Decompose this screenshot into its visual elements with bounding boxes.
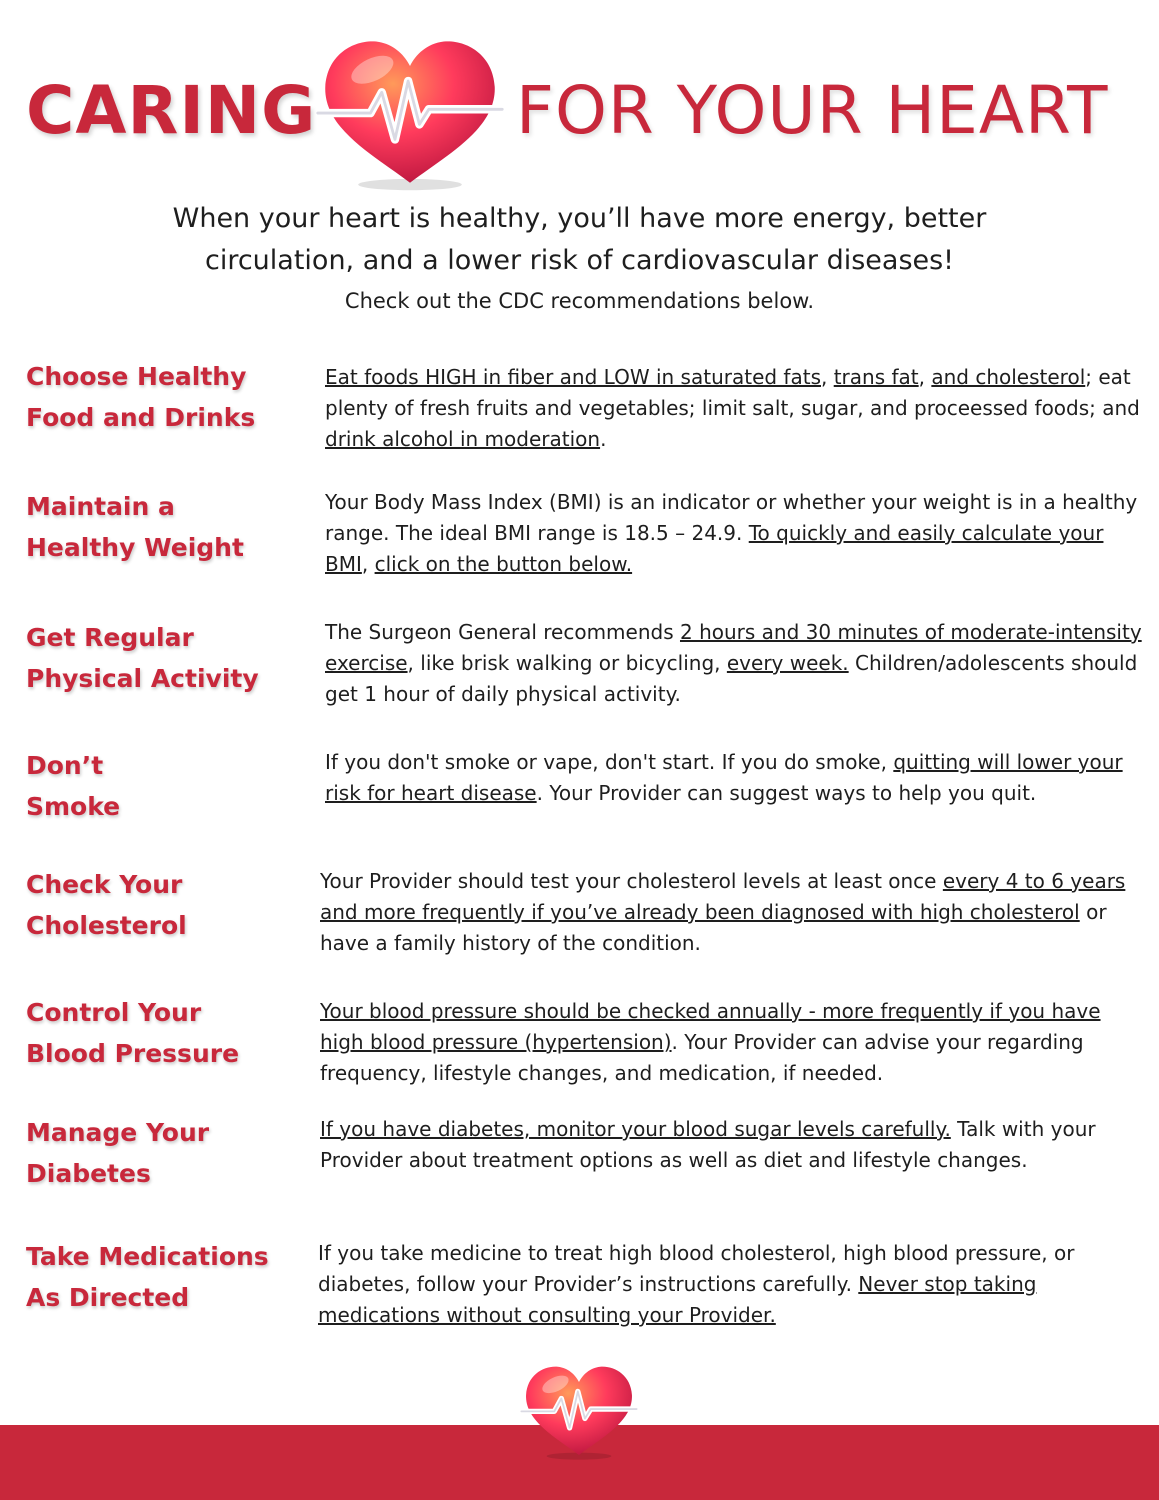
title-row <box>0 30 1159 200</box>
recommendation-text: , like brisk walking or bicycling, <box>407 651 727 675</box>
recommendation-body <box>320 996 1140 1089</box>
recommendation-link[interactable]: every 4 to 6 years and more frequently if you’ve already been diagnosed with high cholesterol <box>320 869 1126 924</box>
recommendation-text: Children/adolescents should get 1 hour of daily physical activity. <box>325 651 1138 706</box>
recommendation-link[interactable]: every week. <box>726 651 849 675</box>
heart-pulse-icon <box>518 1362 640 1462</box>
recommendation-body <box>325 747 1145 809</box>
recommendation-heading-line: Blood Pressure <box>26 1039 240 1068</box>
recommendation-text: . Your Provider can advise your regarding frequency, lifestyle changes, and medication, if needed. <box>320 1030 1084 1085</box>
recommendation-text: . Your Provider can suggest ways to help you quit. <box>536 781 1037 805</box>
recommendation-heading <box>26 745 306 827</box>
title-caring: CARING <box>26 72 317 149</box>
recommendation-heading-line: Diabetes <box>26 1159 151 1188</box>
recommendation-heading-line: Maintain a <box>26 492 175 521</box>
recommendation-link[interactable]: 2 hours and 30 minutes of moderate-intensity exercise <box>325 620 1142 675</box>
recommendation-body <box>325 362 1145 455</box>
recommendation-heading-line: Don’t <box>26 751 104 780</box>
recommendation-body <box>320 1114 1140 1176</box>
recommendation-text: ; eat plenty of fresh fruits and vegetables; limit salt, sugar, and proceessed foods; and <box>325 365 1140 420</box>
recommendation-heading <box>26 1112 306 1194</box>
intro-text <box>0 198 1159 282</box>
title-for-your-heart: FOR YOUR HEART <box>516 72 1109 149</box>
intro-line-2: circulation, and a lower risk of cardiovascular diseases! <box>204 245 955 276</box>
heart-pulse-icon <box>312 34 508 194</box>
recommendation-heading-line: Smoke <box>26 792 121 821</box>
recommendation-heading <box>26 864 306 946</box>
recommendation-text: If you take medicine to treat high blood cholesterol, high blood pressure, or diabetes, follow your Provider’s instructions carefully. <box>318 1241 1075 1296</box>
recommendation-heading <box>26 617 306 699</box>
recommendation-heading <box>26 992 306 1074</box>
recommendation-text: Your Body Mass Index (BMI) is an indicator or whether your weight is in a healthy range. The ideal BMI range is 18.5 – 24.9. <box>325 490 1138 545</box>
recommendation-link[interactable]: trans fat <box>833 365 919 389</box>
recommendation-body <box>325 487 1145 580</box>
recommendation-heading <box>26 356 306 438</box>
intro-subtext: Check out the CDC recommendations below. <box>344 289 815 313</box>
recommendation-heading-line: Cholesterol <box>26 911 187 940</box>
recommendation-text: The Surgeon General recommends <box>325 620 680 644</box>
recommendation-link[interactable]: If you have diabetes, monitor your blood sugar levels carefully. <box>320 1117 951 1141</box>
recommendation-heading-line: Check Your <box>26 870 183 899</box>
recommendation-heading-line: Choose Healthy <box>26 362 247 391</box>
recommendation-heading-line: Get Regular <box>26 623 194 652</box>
recommendation-link[interactable]: Your blood pressure should be checked annually - more frequently if you have high blood pressure (hypertension) <box>320 999 1101 1054</box>
recommendation-text: Your Provider should test your cholesterol levels at least once <box>320 869 943 893</box>
recommendation-body <box>320 866 1140 959</box>
recommendation-text: . <box>600 427 607 451</box>
recommendation-heading-line: Manage Your <box>26 1118 210 1147</box>
recommendation-text: If you don't smoke or vape, don't start. If you do smoke, <box>325 750 894 774</box>
recommendation-heading-line: Control Your <box>26 998 202 1027</box>
recommendation-link[interactable]: quitting will lower your risk for heart disease <box>325 750 1123 805</box>
recommendation-text: or have a family history of the condition. <box>320 900 1107 955</box>
recommendation-heading-line: Food and Drinks <box>26 403 256 432</box>
intro-line-1: When your heart is healthy, you’ll have more energy, better <box>172 203 987 234</box>
recommendation-link[interactable]: click on the button below. <box>374 552 633 576</box>
recommendation-heading-line: As Directed <box>26 1283 190 1312</box>
recommendation-heading-line: Take Medications <box>26 1242 269 1271</box>
recommendation-text: , <box>361 552 375 576</box>
recommendation-heading-line: Healthy Weight <box>26 533 244 562</box>
recommendation-link[interactable]: and cholesterol <box>931 365 1086 389</box>
recommendation-text: , <box>918 365 932 389</box>
recommendation-heading <box>26 1236 306 1318</box>
recommendation-text: , <box>821 365 834 389</box>
recommendation-body <box>325 617 1145 710</box>
recommendation-body <box>318 1238 1138 1331</box>
recommendation-heading-line: Physical Activity <box>26 664 259 693</box>
recommendation-link[interactable]: To quickly and easily calculate your BMI <box>325 521 1104 576</box>
recommendation-link[interactable]: Never stop taking medications without consulting your Provider. <box>318 1272 1037 1327</box>
recommendation-link[interactable]: Eat foods HIGH in fiber and LOW in saturated fats <box>325 365 821 389</box>
recommendation-heading <box>26 486 306 568</box>
recommendation-link[interactable]: drink alcohol in moderation <box>325 427 601 451</box>
recommendation-text: Talk with your Provider about treatment options as well as diet and lifestyle changes. <box>320 1117 1096 1172</box>
